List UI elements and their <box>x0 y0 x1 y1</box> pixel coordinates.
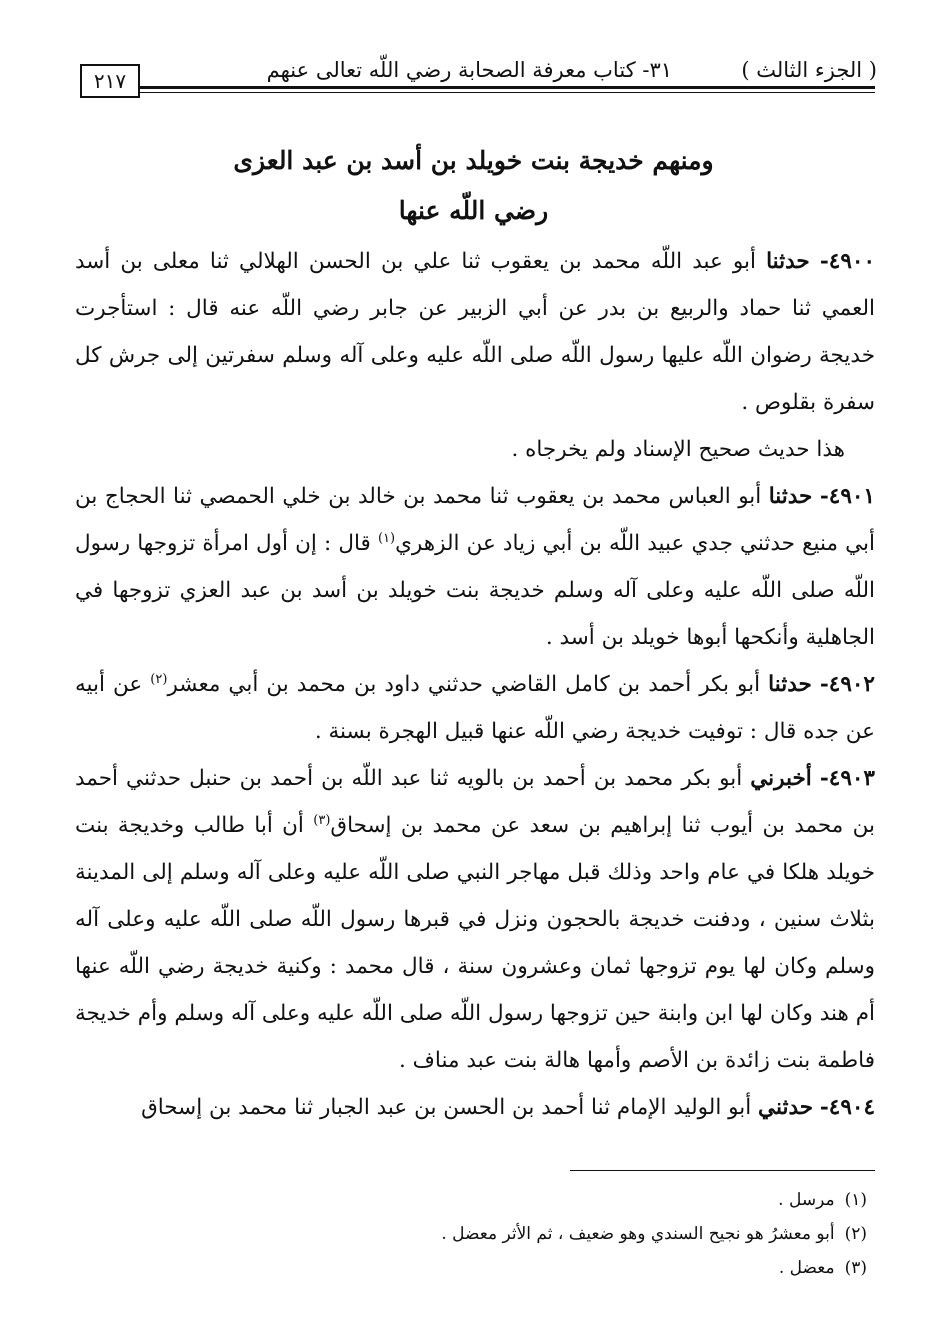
hadith-text-continued: عن أبيه عن جده قال : توفيت خديجة رضي اللّه عنها قبيل الهجرة بسنة . <box>75 672 875 744</box>
footnote-3 <box>77 1251 867 1285</box>
hadith-number: ٤٩٠٤- <box>819 1095 875 1120</box>
hadith-4903 <box>75 755 875 1084</box>
chapter-title: ٣١- كتاب معرفة الصحابة رضي اللّه تعالى عنهم <box>266 58 672 82</box>
grading-note-text: هذا حديث صحيح الإسناد ولم يخرجاه . <box>511 437 845 462</box>
footnotes <box>77 1183 867 1285</box>
hadith-text-continued: قال : إن أول امرأة تزوجها رسول اللّه صلى اللّه عليه وعلى آله وسلم خديجة بنت خويلد بن أسد بن عبد العزي تزوجها في الجاهلية وأنكحها أبوها خويلد بن أسد . <box>75 531 875 650</box>
footnote-text: مرسل . <box>778 1190 835 1210</box>
footnote-number: (١) <box>844 1190 867 1210</box>
hadith-4900 <box>75 238 875 426</box>
header-rule-thin <box>140 92 875 93</box>
footnote-text: معضل . <box>778 1258 835 1278</box>
hadith-4901 <box>75 473 875 661</box>
hadith-text-continued: أن أبا طالب وخديجة بنت خويلد هلكا في عام واحد وذلك قبل مهاجر النبي صلى اللّه عليه وعلى آله وسلم إلى المدينة بثلاث سنين ، ودفنت خديجة بالحجون ونزل في قبرها رسول اللّه صلى اللّه عليه وعلى آله وسلم وكان لها يوم تزوجها ثمان وعشرون سنة ، قال محمد : وكنية خديجة رضي اللّه عنها أم هند وكان لها ابن وابنة حين تزوجها رسول اللّه صلى اللّه عليه وعلى آله وسلم وأم خديجة فاطمة بنت زائدة بن الأصم وأمها هالة بنت عبد مناف . <box>75 813 875 1073</box>
section-title-line1: ومنهم خديجة بنت خويلد بن أسد بن عبد العزى <box>233 146 714 175</box>
footnote-number: (٣) <box>844 1258 867 1278</box>
header-rule-thick <box>140 86 875 89</box>
footnote-2 <box>77 1217 867 1251</box>
footnote-text: أبو معشرُ هو نجيح السندي وهو ضعيف ، ثم الأثر معضل . <box>441 1224 835 1244</box>
hadith-text: أبو الوليد الإمام ثنا أحمد بن الحسن بن عبد الجبار ثنا محمد بن إسحاق <box>141 1095 752 1120</box>
hadith-keyword: حدثنا <box>766 249 810 274</box>
hadith-number: ٤٩٠٢- <box>819 672 875 697</box>
volume-part: ( الجزء الثالث ) <box>741 58 877 82</box>
footnote-ref: (٣) <box>313 812 331 828</box>
hadith-text: أبو عبد اللّه محمد بن يعقوب ثنا علي بن الحسن الهلالي ثنا معلى بن أسد العمي ثنا حماد والربيع بن بدر عن أبي الزبير عن جابر رضي اللّه عنه قال : استأجرت خديجة رضوان اللّه عليها رسول اللّه صلى اللّه عليه وعلى آله وسلم سفرتين إلى جرش كل سفرة بقلوص . <box>75 249 875 415</box>
footnote-ref: (١) <box>377 530 396 546</box>
page-number: ٢١٧ <box>80 64 140 98</box>
hadith-keyword: أخبرني <box>750 766 812 791</box>
hadith-4902 <box>75 661 875 755</box>
hadith-number: ٤٩٠٣- <box>819 766 875 791</box>
section-title-line2: رضي اللّه عنها <box>398 196 549 225</box>
hadith-text: أبو بكر محمد بن أحمد بن بالويه ثنا عبد اللّه بن أحمد بن حنبل حدثني أحمد بن محمد بن أيوب ثنا إبراهيم بن سعد عن محمد بن إسحاق <box>75 766 875 838</box>
footnote-number: (٢) <box>844 1224 867 1244</box>
hadith-text: أبو بكر أحمد بن كامل القاضي حدثني داود بن محمد بن أبي معشر <box>167 672 761 697</box>
footnote-separator <box>570 1170 875 1171</box>
running-header <box>77 50 877 90</box>
hadith-keyword: حدثنا <box>768 484 813 509</box>
body-text <box>75 238 875 1131</box>
hadith-keyword: حدثنا <box>768 672 812 697</box>
footnote-ref: (٢) <box>150 671 168 687</box>
hadith-keyword: حدثني <box>758 1095 814 1120</box>
hadith-4904 <box>75 1084 875 1131</box>
footnote-1 <box>77 1183 867 1217</box>
grading-note <box>75 426 875 473</box>
hadith-text: أبو العباس محمد بن يعقوب ثنا محمد بن خالد بن خلي الحمصي ثنا الحجاج بن أبي منيع حدثني جدي عبيد اللّه بن أبي زياد عن الزهري <box>75 484 875 556</box>
hadith-number: ٤٩٠١- <box>819 484 875 509</box>
hadith-number: ٤٩٠٠- <box>819 249 875 274</box>
section-title <box>80 140 867 232</box>
